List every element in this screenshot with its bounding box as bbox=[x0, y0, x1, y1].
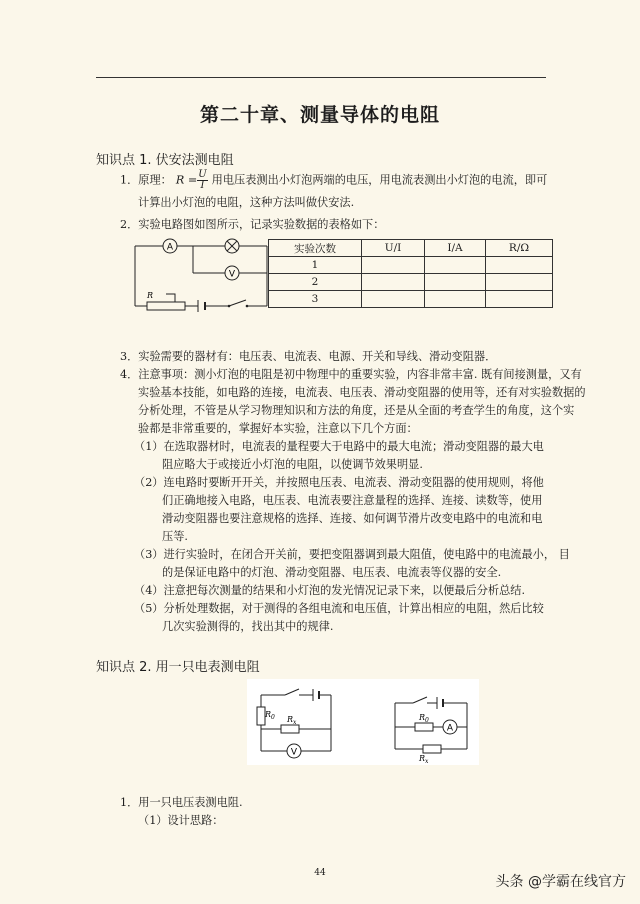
header-cell: I/A bbox=[425, 240, 486, 257]
table-cell: 2 bbox=[269, 274, 362, 291]
note-line: （5）分析处理数据，对于测得的各组电流和电压值，计算出相应的电阻，然后比较 bbox=[134, 602, 544, 615]
table-row bbox=[269, 291, 553, 308]
table-cell bbox=[425, 291, 486, 308]
header-rule bbox=[96, 77, 546, 78]
note-line: 们正确地接入电路，电压表、电流表要注意量程的选择、连接、读数等，使用 bbox=[162, 494, 543, 507]
note-line: 滑动变阻器也要注意规格的选择、连接、如何调节滑片改变电路中的电流和电 bbox=[162, 512, 543, 525]
section2-heading: 知识点 2. 用一只电表测电阻 bbox=[96, 660, 260, 675]
item1-text-a: 用电压表测出小灯泡两端的电压，用电流表测出小灯泡的电流，即可 bbox=[211, 173, 548, 187]
r0-label: $R_0$ bbox=[419, 713, 429, 724]
item1-number: 1．原理： bbox=[120, 173, 172, 187]
item1-line2: 计算出小灯泡的电阻，这种方法叫做伏安法. bbox=[138, 196, 355, 209]
table-cell bbox=[486, 291, 553, 308]
table-header-row bbox=[269, 240, 553, 257]
switch-contact bbox=[246, 305, 249, 308]
table-cell: 1 bbox=[269, 257, 362, 274]
formula-lhs: R = bbox=[175, 173, 198, 187]
svg-text:A: A bbox=[166, 242, 174, 253]
note-line: 压等. bbox=[162, 530, 188, 543]
voltmeter-icon bbox=[287, 744, 301, 758]
table-cell bbox=[425, 274, 486, 291]
note-line: 阻应略大于或接近小灯泡的电阻，以使调节效果明显. bbox=[162, 458, 423, 471]
table-row bbox=[269, 274, 553, 291]
item4-line: 4．注意事项：测小灯泡的电阻是初中物理中的重要实验，内容非常丰富. 既有间接测量，又有 bbox=[120, 368, 582, 381]
svg-text:V: V bbox=[290, 747, 298, 758]
item2-text: 2．实验电路图如图所示，记录实验数据的表格如下： bbox=[120, 218, 385, 231]
ammeter-icon bbox=[163, 239, 177, 253]
table-cell bbox=[362, 257, 425, 274]
section2-sub1: （1）设计思路： bbox=[138, 814, 224, 827]
single-meter-circuit-diagrams bbox=[247, 679, 479, 769]
rx-label: $R_x$ bbox=[419, 754, 429, 765]
svg-text:V: V bbox=[228, 269, 236, 280]
switch-pivot bbox=[228, 305, 231, 308]
voltmeter-icon bbox=[225, 266, 239, 280]
voltammetry-circuit-diagram bbox=[133, 236, 268, 316]
lamp-icon bbox=[225, 239, 239, 253]
formula-denominator: I bbox=[200, 180, 205, 191]
header-cell: R/Ω bbox=[486, 240, 553, 257]
item4-line: 实验基本技能，如电路的连接，电流表、电压表、滑动变阻器的使用等，还有对实验数据的 bbox=[138, 386, 586, 399]
svg-text:A: A bbox=[446, 723, 454, 734]
r0-label: $R_0$ bbox=[265, 710, 275, 721]
ohm-formula bbox=[176, 170, 208, 191]
rheostat-body bbox=[147, 302, 185, 310]
note-line: （3）进行实验时，在闭合开关前，要把变阻器调到最大阻值，使电路中的电流最小， 目 bbox=[134, 548, 570, 561]
note-line: （4）注意把每次测量的结果和小灯泡的发光情况记录下来，以便最后分析总结. bbox=[134, 584, 526, 597]
note-line: 的是保证电路中的灯泡、滑动变阻器、电压表、电流表等仪器的安全. bbox=[162, 566, 502, 579]
formula-numerator: U bbox=[198, 169, 207, 180]
table-cell bbox=[362, 291, 425, 308]
header-cell: U/I bbox=[362, 240, 425, 257]
rx-label: $R_x$ bbox=[287, 715, 297, 726]
note-line: （1）在选取器材时，电流表的量程要大于电路中的最大电流；滑动变阻器的最大电 bbox=[134, 440, 544, 453]
watermark: 头条 @学霸在线官方 bbox=[495, 874, 626, 890]
header-cell: 实验次数 bbox=[269, 240, 362, 257]
table-cell bbox=[362, 274, 425, 291]
ammeter-icon bbox=[443, 720, 457, 734]
data-table bbox=[268, 239, 553, 308]
item1-line1 bbox=[120, 170, 547, 191]
note-line: （2）连电路时要断开开关，并按照电压表、电流表、滑动变阻器的使用规则，将他 bbox=[134, 476, 544, 489]
section2-item1: 1．用一只电压表测电阻. bbox=[120, 796, 243, 809]
table-row bbox=[269, 257, 553, 274]
section1-heading: 知识点 1. 伏安法测电阻 bbox=[96, 153, 234, 168]
page-number: 44 bbox=[314, 868, 326, 878]
note-line: 几次实验测得的，找出其中的规律. bbox=[162, 620, 334, 633]
table-cell: 3 bbox=[269, 291, 362, 308]
formula-fraction bbox=[197, 170, 207, 191]
item4-line: 验都是非常重要的，掌握好本实验，注意以下几个方面： bbox=[138, 422, 418, 435]
chapter-title: 第二十章、测量导体的电阻 bbox=[199, 104, 440, 126]
item3-text: 3．实验需要的器材有：电压表、电流表、电源、开关和导线、滑动变阻器． bbox=[120, 350, 497, 363]
table-cell bbox=[425, 257, 486, 274]
item4-line: 分析处理，不管是从学习物理知识和方法的角度，还是从全面的考查学生的角度，这个实 bbox=[138, 404, 575, 417]
table-cell bbox=[486, 274, 553, 291]
rheostat-label: R bbox=[147, 291, 154, 300]
table-cell bbox=[486, 257, 553, 274]
